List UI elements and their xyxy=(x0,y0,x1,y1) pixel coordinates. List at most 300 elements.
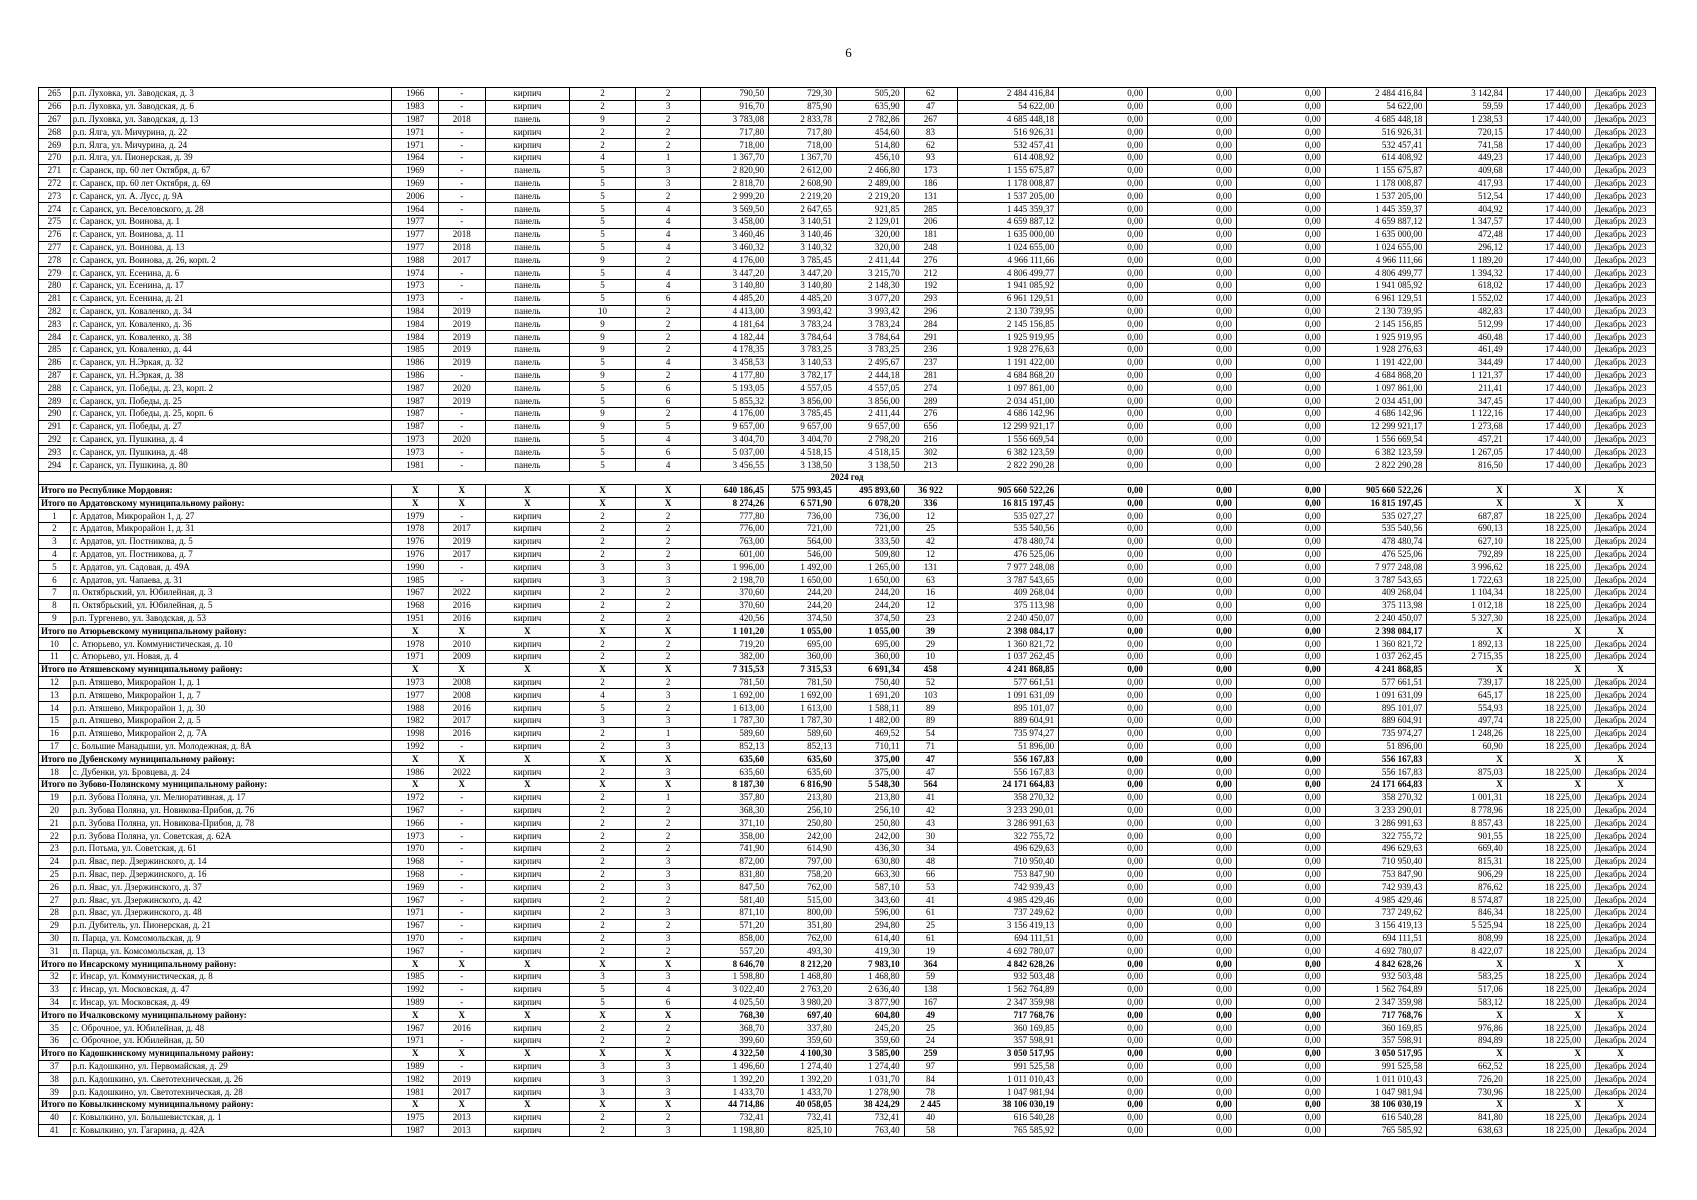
table-cell: 1967 xyxy=(392,804,439,817)
table-cell: кирпич xyxy=(485,126,570,139)
table-cell: 876,62 xyxy=(1427,881,1507,894)
table-cell: 6 xyxy=(635,446,701,459)
table-cell: 17 440,00 xyxy=(1507,100,1585,113)
table-cell: 454,60 xyxy=(836,126,904,139)
table-cell: 0,00 xyxy=(1059,561,1148,574)
table-cell: 0,00 xyxy=(1236,702,1325,715)
table-cell: 0,00 xyxy=(1147,177,1236,190)
table-cell: - xyxy=(439,945,486,958)
table-cell: 2008 xyxy=(439,689,486,702)
table-cell: кирпич xyxy=(485,599,570,612)
table-cell: 276 xyxy=(904,407,957,420)
row-number-cell: 270 xyxy=(39,151,71,164)
subtotal-cell: 604,80 xyxy=(836,1009,904,1022)
table-cell: 1998 xyxy=(392,727,439,740)
subtotal-label: Итого по Кадошкинскому муниципальному району: xyxy=(39,1047,392,1060)
table-cell: 493,30 xyxy=(769,945,837,958)
table-cell: 0,00 xyxy=(1147,126,1236,139)
subtotal-label: Итого по Зубово-Полянскому муниципальному району: xyxy=(39,779,392,792)
table-cell: 4 685 448,18 xyxy=(1325,113,1427,126)
table-cell: Декабрь 2024 xyxy=(1586,523,1656,536)
table-cell: 687,87 xyxy=(1427,510,1507,523)
table-row xyxy=(39,804,1656,817)
table-cell: 1 091 631,09 xyxy=(957,689,1059,702)
table-cell: кирпич xyxy=(485,689,570,702)
table-cell: 1 496,60 xyxy=(701,1060,769,1073)
table-cell: 17 440,00 xyxy=(1507,164,1585,177)
table-cell: 2019 xyxy=(439,318,486,331)
table-cell: 25 xyxy=(904,919,957,932)
table-cell: 4 xyxy=(570,151,636,164)
address-cell: р.п. Луховка, ул. Заводская, д. 13 xyxy=(70,113,392,126)
table-cell: 2 xyxy=(635,830,701,843)
table-cell: 17 440,00 xyxy=(1507,88,1585,101)
table-cell: кирпич xyxy=(485,855,570,868)
row-number-cell: 30 xyxy=(39,932,71,945)
table-cell: 3 xyxy=(635,907,701,920)
address-cell: г. Саранск, ул. Н.Эркая, д. 32 xyxy=(70,356,392,369)
table-cell: 0,00 xyxy=(1147,113,1236,126)
table-cell: 614,90 xyxy=(769,843,837,856)
table-cell: 89 xyxy=(904,715,957,728)
table-cell: 399,60 xyxy=(701,1034,769,1047)
subtotal-cell: X xyxy=(635,779,701,792)
table-cell: 358,00 xyxy=(701,830,769,843)
table-row xyxy=(39,343,1656,356)
address-cell: г. Саранск, ул. Воинова, д. 13 xyxy=(70,241,392,254)
table-cell: 213 xyxy=(904,459,957,472)
table-cell: 635,60 xyxy=(769,766,837,779)
subtotal-row xyxy=(39,1009,1656,1022)
table-cell: 0,00 xyxy=(1147,267,1236,280)
table-cell: 0,00 xyxy=(1236,1022,1325,1035)
row-number-cell: 20 xyxy=(39,804,71,817)
table-cell: 0,00 xyxy=(1147,983,1236,996)
table-cell: 4 176,00 xyxy=(701,254,769,267)
table-cell: 0,00 xyxy=(1147,279,1236,292)
subtotal-label: Итого по Атяшевскому муниципальному району: xyxy=(39,663,392,676)
table-cell: 735 974,27 xyxy=(957,727,1059,740)
table-row xyxy=(39,164,1656,177)
table-cell: 357 598,91 xyxy=(1325,1034,1427,1047)
table-cell: 192 xyxy=(904,279,957,292)
table-cell: 0,00 xyxy=(1059,740,1148,753)
table-cell: 237 xyxy=(904,356,957,369)
table-cell: 0,00 xyxy=(1059,766,1148,779)
table-cell: кирпич xyxy=(485,139,570,152)
table-cell: кирпич xyxy=(485,100,570,113)
subtotal-cell: 16 815 197,45 xyxy=(957,497,1059,510)
subtotal-cell: X xyxy=(1427,497,1507,510)
row-number-cell: 17 xyxy=(39,740,71,753)
table-cell: 0,00 xyxy=(1059,651,1148,664)
table-cell: 1971 xyxy=(392,139,439,152)
table-cell: - xyxy=(439,267,486,280)
subtotal-cell: X xyxy=(392,1009,439,1022)
subtotal-cell: X xyxy=(1586,663,1656,676)
table-cell: 2 xyxy=(570,676,636,689)
table-cell: 1 925 919,95 xyxy=(1325,331,1427,344)
table-cell: кирпич xyxy=(485,561,570,574)
table-cell: 0,00 xyxy=(1147,382,1236,395)
table-cell: 18 225,00 xyxy=(1507,894,1585,907)
table-cell: 18 225,00 xyxy=(1507,535,1585,548)
subtotal-row xyxy=(39,497,1656,510)
table-cell: 2 148,30 xyxy=(836,279,904,292)
table-row xyxy=(39,855,1656,868)
table-cell: 596,00 xyxy=(836,907,904,920)
table-cell: 0,00 xyxy=(1147,420,1236,433)
table-cell: 0,00 xyxy=(1236,548,1325,561)
table-cell: 216 xyxy=(904,433,957,446)
table-row xyxy=(39,203,1656,216)
table-cell: Декабрь 2024 xyxy=(1586,587,1656,600)
table-cell: Декабрь 2024 xyxy=(1586,907,1656,920)
address-cell: р.п. Зубова Поляна, ул. Новикова-Прибоя, д. 76 xyxy=(70,804,392,817)
table-cell: Декабрь 2023 xyxy=(1586,331,1656,344)
table-cell: 2 822 290,28 xyxy=(957,459,1059,472)
table-cell: 1 394,32 xyxy=(1427,267,1507,280)
table-cell: 0,00 xyxy=(1236,817,1325,830)
table-cell: 0,00 xyxy=(1059,241,1148,254)
table-cell: Декабрь 2023 xyxy=(1586,190,1656,203)
table-cell: 0,00 xyxy=(1236,561,1325,574)
table-cell: 4 xyxy=(635,267,701,280)
table-cell: 2 xyxy=(635,599,701,612)
table-cell: 0,00 xyxy=(1236,510,1325,523)
subtotal-cell: 24 171 664,83 xyxy=(957,779,1059,792)
table-cell: 1971 xyxy=(392,1034,439,1047)
table-cell: 875,90 xyxy=(769,100,837,113)
table-cell: 3 xyxy=(635,574,701,587)
table-cell: 1986 xyxy=(392,766,439,779)
table-cell: Декабрь 2023 xyxy=(1586,139,1656,152)
table-cell: 1 367,70 xyxy=(769,151,837,164)
table-cell: 2 xyxy=(570,894,636,907)
table-cell: 2 484 416,84 xyxy=(1325,88,1427,101)
table-cell: 0,00 xyxy=(1059,817,1148,830)
subtotal-cell: X xyxy=(570,1047,636,1060)
table-cell: 0,00 xyxy=(1147,702,1236,715)
table-cell: 0,00 xyxy=(1059,1022,1148,1035)
table-cell: 1964 xyxy=(392,151,439,164)
table-cell: 2017 xyxy=(439,254,486,267)
table-cell: 294,80 xyxy=(836,919,904,932)
table-cell: 4 806 499,77 xyxy=(1325,267,1427,280)
table-cell: 0,00 xyxy=(1059,292,1148,305)
table-cell: 2 999,20 xyxy=(701,190,769,203)
table-cell: 3 xyxy=(635,1060,701,1073)
address-cell: г. Саранск, ул. Воинова, д. 11 xyxy=(70,228,392,241)
table-cell: 2 608,90 xyxy=(769,177,837,190)
table-row xyxy=(39,970,1656,983)
table-cell: Декабрь 2023 xyxy=(1586,305,1656,318)
table-cell: - xyxy=(439,919,486,932)
table-cell: 3 783,24 xyxy=(769,318,837,331)
address-cell: р.п. Зубова Поляна, ул. Советская, д. 62А xyxy=(70,830,392,843)
subtotal-cell: 0,00 xyxy=(1236,1009,1325,1022)
address-cell: р.п. Явас, ул. Дзержинского, д. 37 xyxy=(70,881,392,894)
table-cell: 42 xyxy=(904,535,957,548)
table-cell: 2 347 359,98 xyxy=(1325,996,1427,1009)
table-cell: 3 xyxy=(635,1073,701,1086)
table-cell: 4 692 780,07 xyxy=(1325,945,1427,958)
subtotal-cell: X xyxy=(392,779,439,792)
table-cell: - xyxy=(439,1060,486,1073)
table-cell: 0,00 xyxy=(1236,689,1325,702)
row-number-cell: 13 xyxy=(39,689,71,702)
table-cell: 0,00 xyxy=(1059,100,1148,113)
table-cell: 359,60 xyxy=(836,1034,904,1047)
row-number-cell: 37 xyxy=(39,1060,71,1073)
table-cell: 9 657,00 xyxy=(769,420,837,433)
address-cell: р.п. Луховка, ул. Заводская, д. 6 xyxy=(70,100,392,113)
subtotal-cell: X xyxy=(1427,779,1507,792)
table-cell: 1 613,00 xyxy=(701,702,769,715)
table-cell: Декабрь 2024 xyxy=(1586,574,1656,587)
address-cell: с. Дубенки, ул. Бровцева, д. 24 xyxy=(70,766,392,779)
table-cell: 3 404,70 xyxy=(769,433,837,446)
table-cell: 2 xyxy=(570,766,636,779)
table-cell: 2 xyxy=(635,126,701,139)
table-cell: 532 457,41 xyxy=(957,139,1059,152)
table-cell: 0,00 xyxy=(1059,420,1148,433)
table-cell: 1976 xyxy=(392,535,439,548)
table-cell: 1 031,70 xyxy=(836,1073,904,1086)
table-row xyxy=(39,241,1656,254)
subtotal-cell: 7 315,53 xyxy=(701,663,769,676)
table-cell: 9 xyxy=(570,254,636,267)
subtotal-cell: X xyxy=(392,625,439,638)
table-cell: 0,00 xyxy=(1059,843,1148,856)
table-cell: 18 225,00 xyxy=(1507,817,1585,830)
table-row xyxy=(39,318,1656,331)
table-cell: Декабрь 2023 xyxy=(1586,151,1656,164)
table-cell: 1 047 981,94 xyxy=(1325,1086,1427,1099)
table-cell: 2 xyxy=(570,881,636,894)
subtotal-cell: 4 322,50 xyxy=(701,1047,769,1060)
table-cell: 0,00 xyxy=(1147,1034,1236,1047)
table-cell: 1 492,00 xyxy=(769,561,837,574)
table-cell: 0,00 xyxy=(1147,343,1236,356)
table-cell: 4 xyxy=(635,241,701,254)
table-cell: 690,13 xyxy=(1427,523,1507,536)
table-cell: 535 540,56 xyxy=(1325,523,1427,536)
table-cell: 460,48 xyxy=(1427,331,1507,344)
table-cell: 2 xyxy=(635,612,701,625)
address-cell: р.п. Атяшево, Микрорайон 2, д. 5 xyxy=(70,715,392,728)
table-cell: 2017 xyxy=(439,715,486,728)
table-cell: 1 267,05 xyxy=(1427,446,1507,459)
table-cell: 1981 xyxy=(392,1086,439,1099)
table-cell: 5 xyxy=(570,446,636,459)
table-cell: 2019 xyxy=(439,535,486,548)
table-cell: - xyxy=(439,177,486,190)
table-cell: 84 xyxy=(904,1073,957,1086)
table-cell: 274 xyxy=(904,382,957,395)
table-cell: 1 892,13 xyxy=(1427,638,1507,651)
table-cell: 62 xyxy=(904,88,957,101)
table-cell: 0,00 xyxy=(1236,587,1325,600)
table-cell: Декабрь 2024 xyxy=(1586,715,1656,728)
table-cell: 0,00 xyxy=(1059,676,1148,689)
table-cell: 4 xyxy=(635,356,701,369)
subtotal-cell: 16 815 197,45 xyxy=(1325,497,1427,510)
table-cell: 2 833,78 xyxy=(769,113,837,126)
table-cell: Декабрь 2023 xyxy=(1586,267,1656,280)
table-row xyxy=(39,177,1656,190)
table-cell: 368,70 xyxy=(701,1022,769,1035)
table-cell: Декабрь 2023 xyxy=(1586,318,1656,331)
table-cell: 2 xyxy=(635,804,701,817)
table-cell: 320,00 xyxy=(836,241,904,254)
table-cell: 1 691,20 xyxy=(836,689,904,702)
table-cell: 0,00 xyxy=(1147,791,1236,804)
table-cell: 535 027,27 xyxy=(957,510,1059,523)
address-cell: г. Саранск, ул. Коваленко, д. 38 xyxy=(70,331,392,344)
subtotal-cell: X xyxy=(635,497,701,510)
table-cell: 1 347,57 xyxy=(1427,215,1507,228)
table-cell: 2016 xyxy=(439,702,486,715)
table-cell: 0,00 xyxy=(1059,343,1148,356)
table-cell: 2 495,67 xyxy=(836,356,904,369)
table-cell: 2 xyxy=(570,791,636,804)
table-cell: 2019 xyxy=(439,331,486,344)
table-cell: 1 104,34 xyxy=(1427,587,1507,600)
table-cell: 18 225,00 xyxy=(1507,727,1585,740)
table-cell: 895 101,07 xyxy=(1325,702,1427,715)
table-cell: 1971 xyxy=(392,126,439,139)
table-row xyxy=(39,1060,1656,1073)
table-cell: 1981 xyxy=(392,459,439,472)
table-cell: 374,50 xyxy=(836,612,904,625)
subtotal-cell: 635,60 xyxy=(701,753,769,766)
table-cell: 9 xyxy=(570,369,636,382)
table-cell: 2016 xyxy=(439,1022,486,1035)
table-cell: 181 xyxy=(904,228,957,241)
table-cell: 1 278,90 xyxy=(836,1086,904,1099)
address-cell: р.п. Явас, ул. Дзержинского, д. 48 xyxy=(70,907,392,920)
table-cell: 18 225,00 xyxy=(1507,932,1585,945)
table-cell: 1979 xyxy=(392,510,439,523)
table-cell: 1977 xyxy=(392,689,439,702)
table-cell: 875,03 xyxy=(1427,766,1507,779)
table-cell: 1978 xyxy=(392,523,439,536)
table-cell: 514,80 xyxy=(836,139,904,152)
table-cell: 212 xyxy=(904,267,957,280)
subtotal-cell: 4 241 868,85 xyxy=(957,663,1059,676)
table-cell: 18 225,00 xyxy=(1507,715,1585,728)
subtotal-cell: X xyxy=(1586,1009,1656,1022)
table-cell: 0,00 xyxy=(1236,100,1325,113)
table-cell: 3 447,20 xyxy=(701,267,769,280)
table-cell: 2 xyxy=(570,727,636,740)
row-number-cell: 284 xyxy=(39,331,71,344)
table-cell: 1 468,80 xyxy=(769,970,837,983)
table-cell: 3 785,45 xyxy=(769,254,837,267)
table-cell: 1 722,63 xyxy=(1427,574,1507,587)
table-cell: 577 661,51 xyxy=(957,676,1059,689)
table-cell: 6 xyxy=(635,395,701,408)
table-cell: 0,00 xyxy=(1236,766,1325,779)
table-cell: 0,00 xyxy=(1147,970,1236,983)
table-cell: 901,55 xyxy=(1427,830,1507,843)
row-number-cell: 26 xyxy=(39,881,71,894)
table-cell: 0,00 xyxy=(1147,241,1236,254)
table-cell: 10 xyxy=(904,651,957,664)
subtotal-label: Итого по Ковылкинскому муниципальному району: xyxy=(39,1098,392,1111)
subtotal-cell: 0,00 xyxy=(1059,663,1148,676)
subtotal-label: Итого по Инсарскому муниципальному району: xyxy=(39,958,392,971)
table-cell: 17 440,00 xyxy=(1507,241,1585,254)
table-cell: 616 540,28 xyxy=(1325,1111,1427,1124)
table-cell: 2 xyxy=(570,587,636,600)
row-number-cell: 35 xyxy=(39,1022,71,1035)
table-cell: 1987 xyxy=(392,382,439,395)
subtotal-cell: 44 714,86 xyxy=(701,1098,769,1111)
row-number-cell: 14 xyxy=(39,702,71,715)
table-cell: 9 xyxy=(570,318,636,331)
table-cell: 2 xyxy=(570,139,636,152)
table-cell: 3 xyxy=(635,766,701,779)
table-cell: 18 225,00 xyxy=(1507,638,1585,651)
table-cell: 2 xyxy=(635,676,701,689)
row-number-cell: 31 xyxy=(39,945,71,958)
table-cell: 0,00 xyxy=(1147,369,1236,382)
table-cell: 2 xyxy=(635,190,701,203)
table-cell: 2 xyxy=(635,1111,701,1124)
address-cell: г. Саранск, ул. Победы, д. 25, корп. 6 xyxy=(70,407,392,420)
address-cell: р.п. Ялга, ул. Пионерская, д. 39 xyxy=(70,151,392,164)
table-cell: 3 569,50 xyxy=(701,203,769,216)
table-cell: 358 270,32 xyxy=(957,791,1059,804)
table-cell: 3 xyxy=(635,1086,701,1099)
table-cell: 730,96 xyxy=(1427,1086,1507,1099)
table-cell: 357,80 xyxy=(701,791,769,804)
table-cell: 4 806 499,77 xyxy=(957,267,1059,280)
table-cell: 732,41 xyxy=(701,1111,769,1124)
table-cell: 737 249,62 xyxy=(1325,907,1427,920)
table-cell: Декабрь 2024 xyxy=(1586,1086,1656,1099)
subtotal-cell: X xyxy=(635,958,701,971)
table-cell: 167 xyxy=(904,996,957,1009)
table-cell: 1 011 010,43 xyxy=(957,1073,1059,1086)
table-cell: Декабрь 2023 xyxy=(1586,177,1656,190)
table-row xyxy=(39,689,1656,702)
table-cell: 0,00 xyxy=(1236,126,1325,139)
subtotal-cell: X xyxy=(485,1009,570,1022)
table-cell: 0,00 xyxy=(1059,727,1148,740)
table-cell: 10 xyxy=(570,305,636,318)
subtotal-cell: X xyxy=(392,753,439,766)
subtotal-cell: 0,00 xyxy=(1147,1098,1236,1111)
subtotal-cell: X xyxy=(1507,1098,1585,1111)
table-row xyxy=(39,830,1656,843)
table-cell: 2 xyxy=(570,919,636,932)
table-cell: 54 622,00 xyxy=(957,100,1059,113)
table-cell: 583,25 xyxy=(1427,970,1507,983)
table-row xyxy=(39,88,1656,101)
table-cell: 4 966 111,66 xyxy=(957,254,1059,267)
table-cell: 2019 xyxy=(439,1073,486,1086)
subtotal-row xyxy=(39,663,1656,676)
table-cell: - xyxy=(439,843,486,856)
table-cell: 1 928 276,63 xyxy=(1325,343,1427,356)
table-cell: 8 574,87 xyxy=(1427,894,1507,907)
subtotal-cell: 0,00 xyxy=(1236,484,1325,497)
table-cell: 0,00 xyxy=(1147,766,1236,779)
table-cell: 4 557,05 xyxy=(769,382,837,395)
